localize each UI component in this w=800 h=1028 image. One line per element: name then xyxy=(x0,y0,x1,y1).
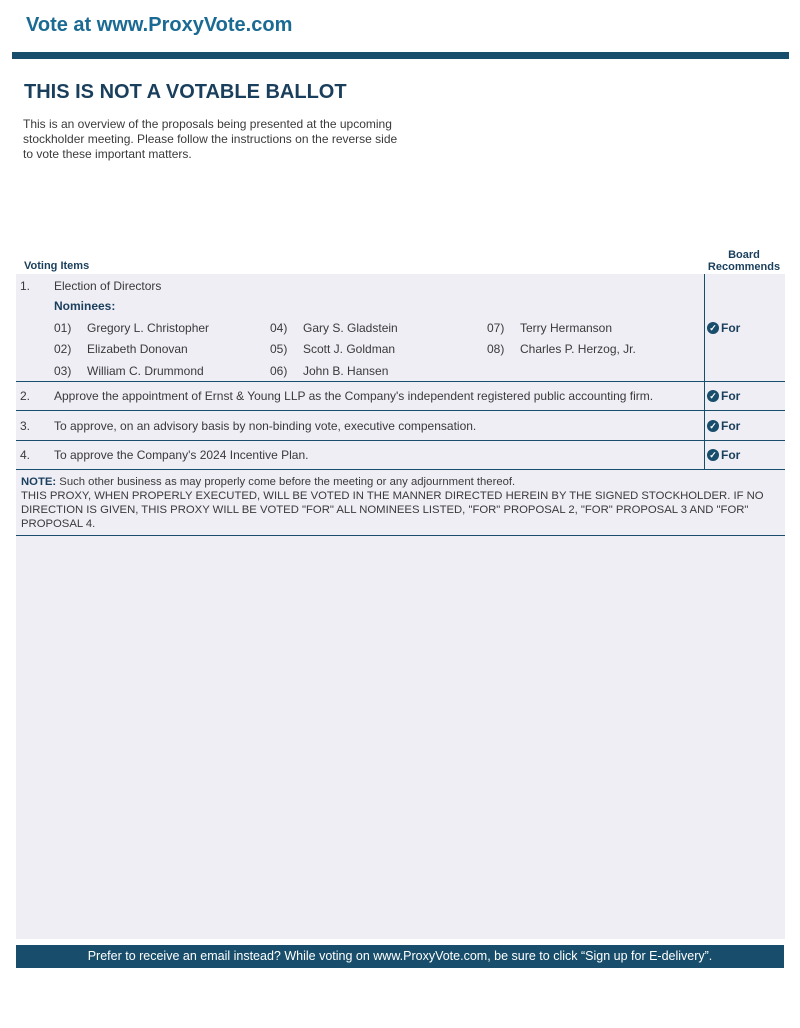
check-circle-icon: ✓ xyxy=(707,322,719,334)
item-number: 4. xyxy=(20,448,31,462)
nominee xyxy=(54,364,204,378)
note-first-line xyxy=(21,475,783,489)
board-recommendation xyxy=(707,389,740,403)
note-line1: Such other business as may properly come before the meeting or any adjournment thereof. xyxy=(56,476,516,488)
recommend-column-divider xyxy=(704,382,705,410)
nominee-name: Charles P. Herzog, Jr. xyxy=(520,342,636,356)
nominee-number: 04) xyxy=(270,321,288,335)
item-text: Approve the appointment of Ernst & Young LLP as the Company's independent registered public accounting firm. xyxy=(54,389,654,403)
item-text: To approve the Company's 2024 Incentive Plan. xyxy=(54,448,309,462)
nominee-name: Terry Hermanson xyxy=(520,321,613,335)
proxy-note xyxy=(21,475,783,531)
nominee-name: Gary S. Gladstein xyxy=(303,321,398,335)
check-circle-icon: ✓ xyxy=(707,449,719,461)
nominee-number: 01) xyxy=(54,321,72,335)
recommendation-label: For xyxy=(721,419,741,433)
item-text: Election of Directors xyxy=(54,279,162,293)
recommend-column-divider xyxy=(704,441,705,469)
page-title: THIS IS NOT A VOTABLE BALLOT xyxy=(24,81,347,103)
nominee-number: 06) xyxy=(270,364,288,378)
nominee-number: 05) xyxy=(270,342,288,356)
nominee-name: Elizabeth Donovan xyxy=(87,342,188,356)
nominee xyxy=(54,342,188,356)
nominee-name: John B. Hansen xyxy=(303,364,389,378)
board-recommends-header xyxy=(704,249,784,273)
check-circle-icon: ✓ xyxy=(707,420,719,432)
nominee xyxy=(270,364,388,378)
board-header-line1: Board xyxy=(728,249,760,261)
nominee-name: Gregory L. Christopher xyxy=(87,321,210,335)
nominee xyxy=(270,321,398,335)
nominees-label: Nominees: xyxy=(54,299,116,313)
item-text: To approve, on an advisory basis by non-binding vote, executive compensation. xyxy=(54,419,477,433)
header-divider xyxy=(12,52,789,59)
voting-items-header: Voting Items xyxy=(24,260,90,272)
voting-item-row-4 xyxy=(16,441,785,470)
item-number: 1. xyxy=(20,279,31,293)
nominee-number: 08) xyxy=(487,342,505,356)
edelivery-footer: Prefer to receive an email instead? While voting on www.ProxyVote.com, be sure to click “Sign up for E-delivery”. xyxy=(16,945,784,968)
nominee xyxy=(270,342,395,356)
recommendation-label: For xyxy=(721,321,741,335)
nominee xyxy=(487,321,612,335)
voting-item-row-2 xyxy=(16,382,785,411)
item-number: 3. xyxy=(20,419,31,433)
nominee-number: 07) xyxy=(487,321,505,335)
check-circle-icon: ✓ xyxy=(707,390,719,402)
board-recommendation xyxy=(707,448,740,462)
recommend-column-divider xyxy=(704,411,705,440)
voting-item-row-1 xyxy=(16,274,785,382)
note-label: NOTE: xyxy=(21,476,57,488)
board-recommendation xyxy=(707,321,740,335)
nominee-number: 02) xyxy=(54,342,72,356)
nominee-name: Scott J. Goldman xyxy=(303,342,396,356)
board-recommendation xyxy=(707,419,740,433)
nominee-number: 03) xyxy=(54,364,72,378)
board-header-line2: Recommends xyxy=(707,261,781,273)
note-divider xyxy=(16,535,785,536)
recommendation-label: For xyxy=(721,389,741,403)
proxyvote-link[interactable]: Vote at www.ProxyVote.com xyxy=(26,14,293,36)
recommend-column-divider xyxy=(704,274,705,381)
item-number: 2. xyxy=(20,389,31,403)
voting-item-row-3 xyxy=(16,411,785,441)
recommendation-label: For xyxy=(721,448,741,462)
nominee xyxy=(54,321,209,335)
intro-text: This is an overview of the proposals being presented at the upcoming stockholder meeting. Please follow the instructions on the reverse side to vote these important matters. xyxy=(23,117,398,161)
nominee xyxy=(487,342,636,356)
note-body: THIS PROXY, WHEN PROPERLY EXECUTED, WILL BE VOTED IN THE MANNER DIRECTED HEREIN BY THE SIGNED STOCKHOLDER. IF NO DIRECTION IS GIVEN, THIS PROXY WILL BE VOTED "FOR" ALL NOMINEES LISTED, "FOR" PROPOSAL 2, "FOR" PROPOSAL 3 AND "FOR" PROPOSAL 4. xyxy=(21,490,764,530)
nominee-name: William C. Drummond xyxy=(87,364,204,378)
